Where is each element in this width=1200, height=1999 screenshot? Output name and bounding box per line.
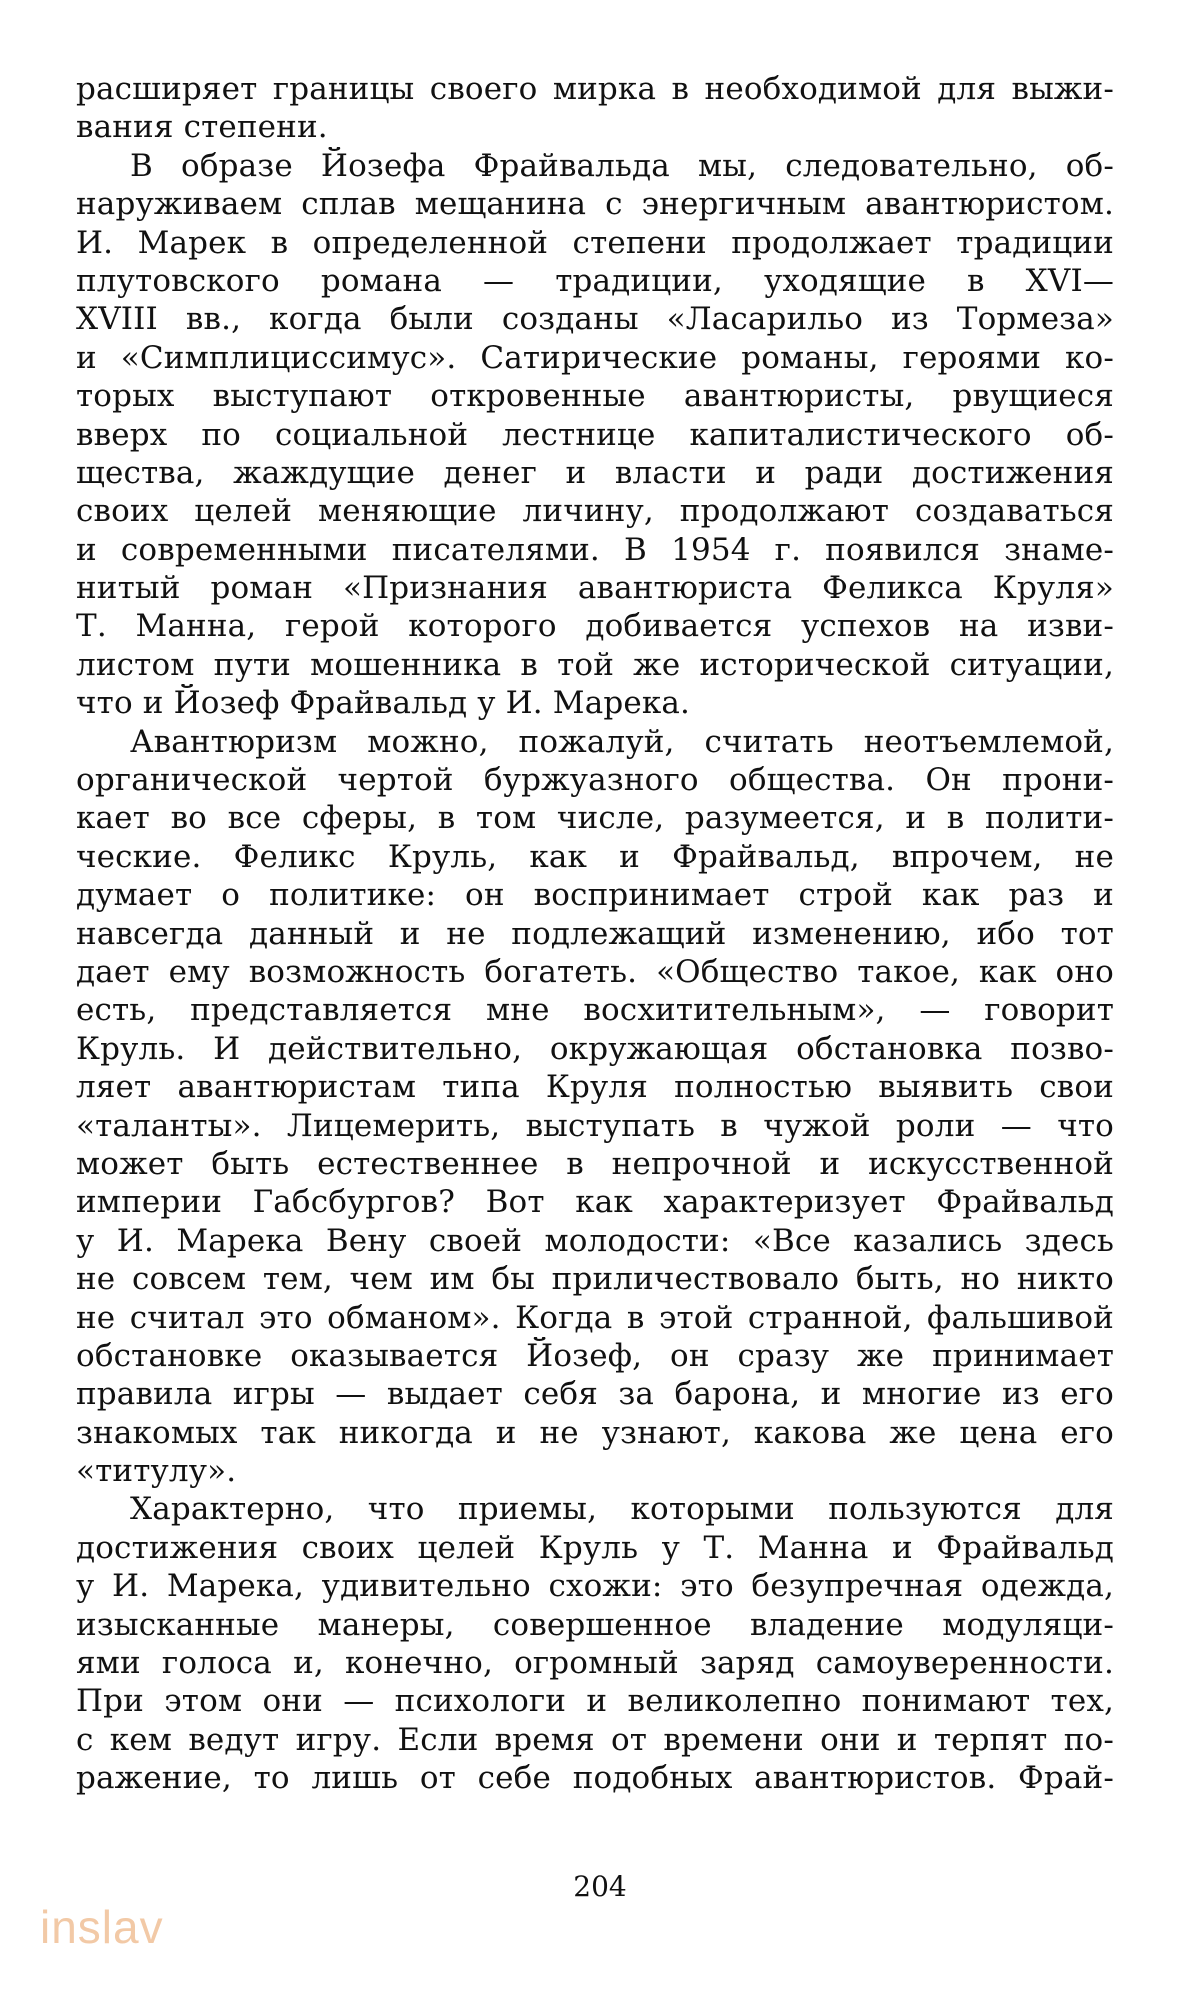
text-line: вверх по социальной лестнице капиталистического об- (76, 416, 1114, 453)
text-line: своих целей меняющие личину, продолжают создаваться (76, 493, 1114, 530)
paragraph-3 (76, 723, 1114, 1491)
page-body (76, 70, 1114, 1798)
paragraph-2 (76, 147, 1114, 723)
text-line: Авантюризм можно, пожалуй, считать неотъемлемой, (130, 723, 1114, 760)
text-line: кает во все сферы, в том числе, разумеется, и в полити- (76, 800, 1114, 837)
text-line: и современными писателями. В 1954 г. появился знаме- (76, 531, 1114, 568)
text-line: листом пути мошенника в той же исторической ситуации, (76, 646, 1114, 683)
text-line: расширяет границы своего мирка в необходимой для выжи- (76, 71, 1114, 107)
text-line: изысканные манеры, совершенное владение модуляци- (76, 1606, 1114, 1643)
text-line: Характерно, что приемы, которыми пользуются для (130, 1491, 1114, 1528)
text-line: у И. Марека, удивительно схожи: это безупречная одежда, (76, 1568, 1114, 1605)
paragraph-1 (76, 70, 1114, 147)
text-line: империи Габсбургов? Вот как характеризует Фрайвальд (76, 1184, 1114, 1221)
text-line: В образе Йозефа Фрайвальда мы, следовательно, об- (130, 147, 1114, 184)
text-line: нитый роман «Признания авантюриста Феликса Круля» (76, 570, 1114, 607)
page-number: 204 (573, 1870, 627, 1903)
paragraph-4 (76, 1490, 1114, 1797)
text-line: обстановке оказывается Йозеф, он сразу же принимает (76, 1337, 1114, 1374)
text-line: достижения своих целей Круль у Т. Манна и Фрайвальд (76, 1529, 1114, 1566)
text-line: думает о политике: он воспринимает строй как раз и (76, 877, 1114, 914)
text-line: знакомых так никогда и не узнают, какова же цена его (76, 1414, 1114, 1451)
text-line: может быть естественнее в непрочной и искусственной (76, 1145, 1114, 1182)
text-line: что и Йозеф Фрайвальд у И. Марека. (76, 685, 690, 722)
text-line: не совсем тем, чем им бы приличествовало быть, но никто (76, 1261, 1114, 1298)
text-line: дает ему возможность богатеть. «Общество такое, как оно (76, 953, 1114, 990)
text-line: органической чертой буржуазного общества. Он прони- (76, 762, 1114, 799)
text-line: Т. Манна, герой которого добивается успехов на изви- (76, 608, 1114, 645)
text-line: ражение, то лишь от себе подобных авантюристов. Фрай- (76, 1760, 1114, 1797)
text-line: есть, представляется мне восхитительным», — говорит (76, 992, 1114, 1029)
text-line: Круль. И действительно, окружающая обстановка позво- (76, 1030, 1114, 1067)
text-line: При этом они — психологи и великолепно понимают тех, (76, 1683, 1114, 1720)
text-line: ческие. Феликс Круль, как и Фрайвальд, впрочем, не (76, 838, 1114, 875)
text-line: плутовского романа — традиции, уходящие в XVI— (76, 262, 1114, 299)
text-line: навсегда данный и не подлежащий изменению, ибо тот (76, 915, 1114, 952)
text-line: «таланты». Лицемерить, выступать в чужой роли — что (76, 1107, 1114, 1144)
text-line: «титулу». (76, 1453, 237, 1490)
text-line: правила игры — выдает себя за барона, и многие из его (76, 1376, 1114, 1413)
text-line: И. Марек в определенной степени продолжает традиции (76, 224, 1114, 261)
text-line: с кем ведут игру. Если время от времени они и терпят по- (76, 1721, 1114, 1758)
text-line: ляет авантюристам типа Круля полностью выявить свои (76, 1069, 1114, 1106)
watermark-logo: inslav (40, 1901, 164, 1953)
text-line: торых выступают откровенные авантюристы, рвущиеся (76, 378, 1114, 415)
text-line: XVIII вв., когда были созданы «Ласарильо из Тормеза» (76, 301, 1114, 338)
text-line: вания степени. (76, 109, 328, 146)
text-line: у И. Марека Вену своей молодости: «Все казались здесь (76, 1222, 1114, 1259)
text-line: ями голоса и, конечно, огромный заряд самоуверенности. (76, 1645, 1114, 1682)
text-line: и «Симплициссимус». Сатирические романы, героями ко- (76, 339, 1114, 376)
text-line: не считал это обманом». Когда в этой странной, фальшивой (76, 1299, 1114, 1336)
text-line: щества, жаждущие денег и власти и ради достижения (76, 454, 1114, 491)
text-line: наруживаем сплав мещанина с энергичным авантюристом. (76, 186, 1114, 223)
